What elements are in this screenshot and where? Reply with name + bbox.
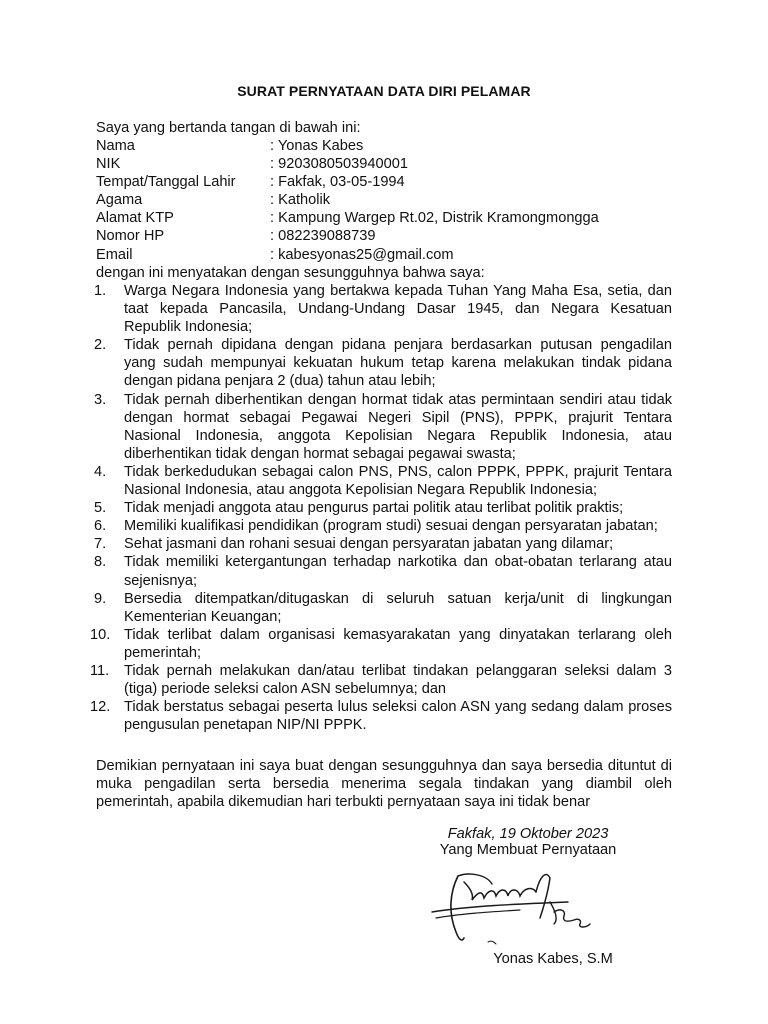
list-item — [94, 590, 672, 626]
document-title: SURAT PERNYATAAN DATA DIRI PELAMAR — [237, 83, 531, 99]
field-label: Nama — [96, 138, 135, 154]
field-label: NIK — [96, 156, 121, 173]
field-value: : Fakfak, 03-05-1994 — [270, 174, 405, 191]
field-row-address — [96, 209, 599, 227]
field-value: : kabesyonas25@gmail.com — [270, 246, 454, 263]
field-value: : 082239088739 — [270, 228, 376, 245]
list-number: 5. — [94, 500, 107, 517]
field-value: : Katholik — [270, 192, 331, 209]
field-value: : Yonas Kabes — [270, 138, 364, 154]
list-item — [94, 535, 672, 553]
list-number: 3. — [94, 391, 107, 408]
list-text: Tidak memiliki ketergantungan terhadap narkotika dan obat-obatan terlarang atau sejenisnya; — [124, 554, 672, 589]
list-item — [94, 463, 672, 499]
field-row-email — [96, 246, 599, 264]
list-item — [94, 282, 672, 336]
closing-paragraph: Demikian pernyataan ini saya buat dengan sesungguhnya dan saya bersedia dituntut di muka pengadilan serta bersedia menerima segala tindakan yang diambil oleh pemerintah, apabila dikemudian hari terbukti pernyataan saya ini tidak benar — [96, 758, 672, 811]
field-label: Agama — [96, 192, 143, 209]
field-row-phone — [96, 227, 599, 245]
handwritten-signature — [428, 862, 600, 948]
list-text: Tidak berstatus sebagai peserta lulus seleksi calon ASN yang sedang dalam proses pengusulan penetapan NIP/NI PPPK. — [124, 699, 672, 734]
list-number: 2. — [94, 337, 107, 354]
field-row-religion — [96, 191, 599, 209]
field-value: : Kampung Wargep Rt.02, Distrik Kramongmongga — [270, 210, 599, 227]
list-item — [90, 698, 672, 734]
declaration-intro: dengan ini menyatakan dengan sesungguhnya bahwa saya: — [96, 265, 485, 281]
field-value: : 9203080503940001 — [270, 156, 408, 173]
list-item — [90, 626, 672, 662]
list-text: Sehat jasmani dan rohani sesuai dengan persyaratan jabatan yang dilamar; — [124, 536, 614, 553]
field-row-birth — [96, 173, 599, 191]
list-item — [94, 391, 672, 463]
list-number: 9. — [94, 590, 107, 607]
list-text: Tidak pernah melakukan dan/atau terlibat tindakan pelanggaran seleksi dalam 3 (tiga) periode seleksi calon ASN sebelumnya; dan — [124, 662, 672, 698]
intro-text: Saya yang bertanda tangan di bawah ini: — [96, 120, 361, 136]
list-item — [94, 336, 672, 390]
list-number: 4. — [94, 463, 107, 480]
list-item — [94, 553, 672, 589]
field-label: Alamat KTP — [96, 210, 174, 227]
list-number: 1. — [94, 283, 107, 299]
field-label: Email — [96, 246, 133, 263]
signer-name: Yonas Kabes, S.M — [493, 951, 613, 967]
list-text: Memiliki kualifikasi pendidikan (program studi) sesuai dengan persyaratan jabatan; — [124, 518, 658, 535]
list-number: 8. — [94, 554, 107, 571]
list-number: 10. — [90, 626, 111, 643]
list-item — [90, 662, 672, 698]
field-row-nama — [96, 137, 599, 155]
list-text: Tidak berkedudukan sebagai calon PNS, PNS, calon PPPK, PPPK, prajurit Tentara Nasional Indonesia, atau anggota Kepolisian Negara Republik Indonesia; — [124, 463, 672, 499]
list-text: Tidak pernah dipidana dengan pidana penjara berdasarkan putusan pengadilan yang sudah mempunyai kekuatan hukum tetap karena melakukan tindak pidana dengan pidana penjara 2 (dua) tahun atau lebih; — [124, 337, 672, 390]
maker-label: Yang Membuat Pernyataan — [439, 842, 617, 858]
list-item — [94, 517, 672, 535]
list-number: 6. — [94, 518, 107, 535]
list-text: Tidak menjadi anggota atau pengurus partai politik atau terlibat politik praktis; — [124, 500, 624, 517]
field-label: Tempat/Tanggal Lahir — [96, 174, 236, 191]
list-number: 12. — [90, 699, 111, 716]
field-label: Nomor HP — [96, 228, 165, 245]
list-text: Bersedia ditempatkan/ditugaskan di seluruh satuan kerja/unit di lingkungan Kementerian Keuangan; — [124, 590, 672, 625]
personal-data-fields — [96, 137, 599, 264]
list-text: Tidak terlibat dalam organisasi kemasyarakatan yang dinyatakan terlarang oleh pemerintah; — [124, 626, 672, 661]
list-number: 7. — [94, 536, 107, 553]
statement-list — [90, 282, 672, 734]
list-number: 11. — [90, 662, 110, 679]
field-row-nik — [96, 155, 599, 173]
list-text: Tidak pernah diberhentikan dengan hormat tidak atas permintaan sendiri atau tidak dengan hormat sebagai Pegawai Negeri Sipil (PNS), PPPK, prajurit Tentara Nasional Indonesia, anggota Kepolisian Negara Republik Indonesia, atau diberhentikan tidak dengan hormat sebagai pegawai swasta; — [124, 391, 672, 462]
list-text: Warga Negara Indonesia yang bertakwa kepada Tuhan Yang Maha Esa, setia, dan taat kepada Pancasila, Undang-Undang Dasar 1945, dan Negara Kesatuan Republik Indonesia; — [124, 283, 672, 336]
list-item — [94, 499, 672, 517]
place-date: Fakfak, 19 Oktober 2023 — [447, 826, 609, 842]
